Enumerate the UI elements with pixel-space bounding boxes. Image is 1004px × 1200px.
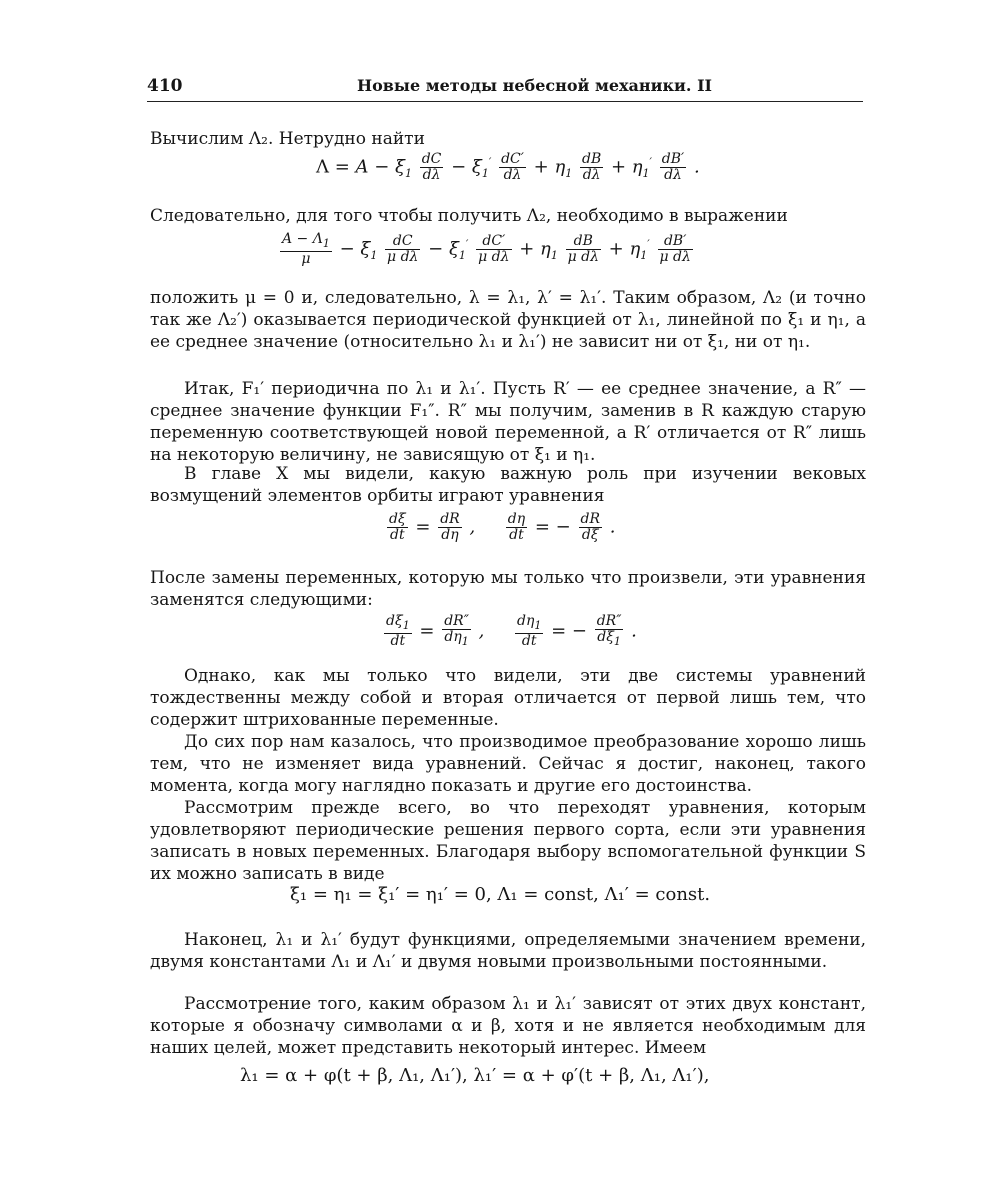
paragraph-3: положить μ = 0 и, следовательно, λ = λ₁, λ′ = λ₁′. Таким образом, Λ₂ (и точно так же Λ₂′) оказывается периодической функцией от λ₁, линейной по ξ₁ и η₁, а ее среднее значение (относительно λ₁ и λ₁′) не зависит ни от ξ₁, ни от η₁.	[150, 288, 866, 352]
header-rule	[147, 101, 863, 102]
page-header	[147, 76, 863, 102]
equation-1: $\Lambda = A - \xi_1$ $\frac{dC}{d\lambda}$ − $\xi_1'$ $\frac{dC'}{d\lambda}$ + $\eta_1$ $\frac{dB}{d\lambda}$ + $\eta_1'$ $\frac{dB'}{d\lambda}$ .	[316, 151, 700, 183]
equation-5: ξ₁ = η₁ = ξ₁′ = η₁′ = 0, Λ₁ = const, Λ₁′ = const.	[290, 884, 711, 905]
paragraph-1: Вычислим Λ₂. Нетрудно найти	[150, 129, 425, 149]
paragraph-11: Рассмотрение того, каким образом λ₁ и λ₁′ зависят от этих двух констант, которые я обозначу символами α и β, хотя и не является необходимым для наших целей, может представить некоторый интерес. Имеем	[150, 994, 866, 1058]
paragraph-2: Следовательно, для того чтобы получить Λ₂, необходимо в выражении	[150, 206, 788, 226]
paragraph-5: В главе X мы видели, какую важную роль при изучении вековых возмущений элементов орбиты играют уравнения	[150, 464, 866, 506]
paragraph-8: До сих пор нам казалось, что производимое преобразование хорошо лишь тем, что не изменяет вида уравнений. Сейчас я достиг, наконец, такого момента, когда могу наглядно показать и другие его достоинства.	[150, 732, 866, 796]
running-title: Новые методы небесной механики. II	[357, 76, 713, 95]
paragraph-9: Рассмотрим прежде всего, во что переходят уравнения, которым удовлетворяют периодические решения первого сорта, если эти уравнения записать в новых переменных. Благодаря выбору вспомогательной функции S их можно записать в виде	[150, 798, 866, 884]
equation-3: $\frac{d\xi}{dt}$ = $\frac{dR}{d\eta}$ , $\frac{d\eta}{dt}$ = − $\frac{dR}{d\xi}$ .	[389, 511, 616, 543]
page-number: 410	[147, 76, 183, 96]
equation-4: $\frac{d\xi_1}{dt}$ = $\frac{dR''}{d\eta_1}$ , $\frac{d\eta_1}{dt}$ = − $\frac{dR''}{d\xi_1}$ .	[386, 613, 637, 649]
paragraph-10: Наконец, λ₁ и λ₁′ будут функциями, определяемыми значением времени, двумя константами Λ₁ и Λ₁′ и двумя новыми произвольными постоянными.	[150, 930, 866, 972]
equation-2: $\frac{A - \Lambda_1}{\mu}$ − $\xi_1$ $\frac{dC}{\text{μ dλ}}$ − $\xi_1'$ $\frac{dC'}{\text{μ dλ}}$ + $\eta_1$ $\frac{dB}{\text{μ dλ}}$ + $\eta_1'$ $\frac{dB'}{\text{μ dλ}}$	[282, 231, 691, 267]
paragraph-7: Однако, как мы только что видели, эти две системы уравнений тождественны между собой и вторая отличается от первой лишь тем, что содержит штрихованные переменные.	[150, 666, 866, 730]
paragraph-6: После замены переменных, которую мы только что произвели, эти уравнения заменятся следующими:	[150, 568, 866, 610]
equation-6: λ₁ = α + φ(t + β, Λ₁, Λ₁′), λ₁′ = α + φ′(t + β, Λ₁, Λ₁′),	[240, 1065, 710, 1086]
paragraph-4: Итак, F₁′ периодична по λ₁ и λ₁′. Пусть R′ — ее среднее значение, а R″ — среднее значение функции F₁″. R″ мы получим, заменив в R каждую старую переменную соответствующей новой переменной, а R′ отличается от R″ лишь на некоторую величину, не зависящую от ξ₁ и η₁.	[150, 379, 866, 465]
